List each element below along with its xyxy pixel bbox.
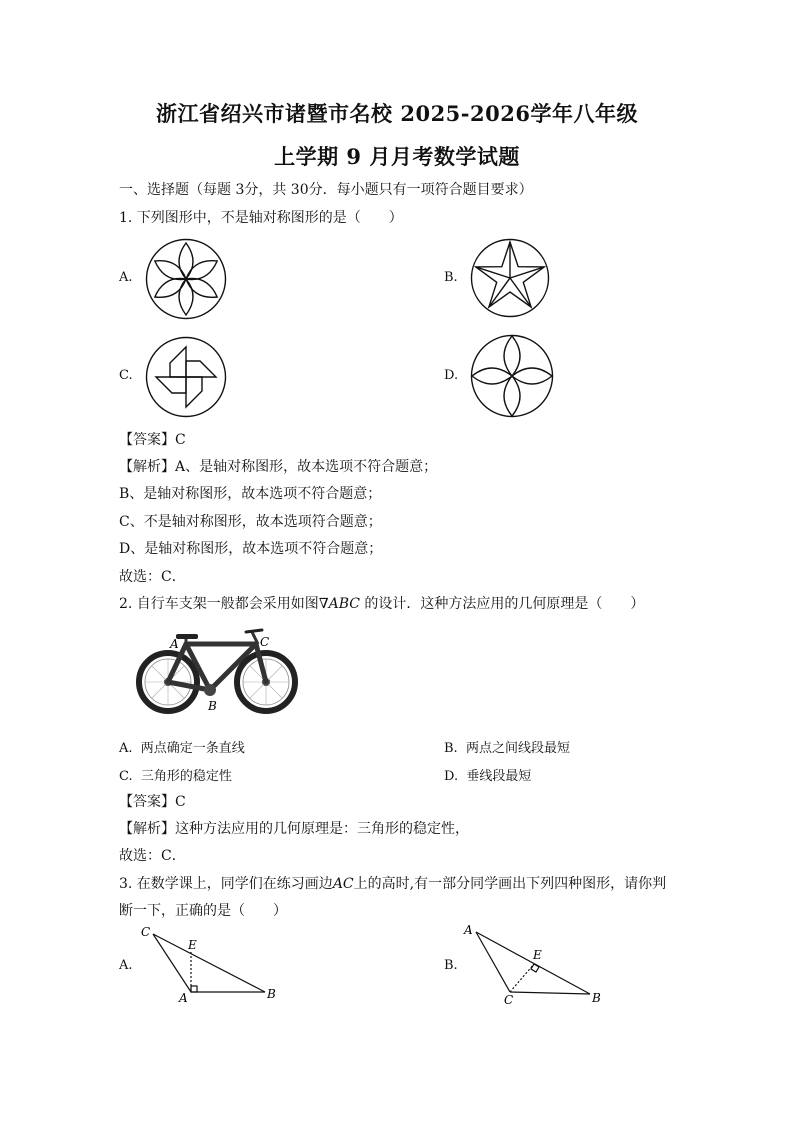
bicycle-image xyxy=(128,622,306,714)
q2-stem-math: ∇ABC xyxy=(318,596,360,612)
bicycle-label-b: B xyxy=(208,699,217,713)
figure-a-label-a: A xyxy=(179,991,188,1005)
q1-analysis-line: B、是轴对称图形，故本选项不符合题意； xyxy=(119,486,382,502)
pinwheel-circle-icon xyxy=(145,336,227,418)
q2-stem-post: 的设计．这种方法应用的几何原理是（ ） xyxy=(359,596,645,612)
q2-option-a xyxy=(119,737,245,756)
q1-answer: 【答案】C xyxy=(119,432,186,448)
figure-b-label-e: E xyxy=(533,948,542,962)
option-text: 垂线段最短 xyxy=(466,769,532,784)
page-title-line1: 浙江省绍兴市诸暨市名校 2025-2026学年八年级 xyxy=(156,101,638,126)
page-title-line2: 上学期 9 月月考数学试题 xyxy=(274,144,520,169)
star-circle-icon xyxy=(470,238,550,318)
q2-option-d xyxy=(444,765,531,784)
q1-analysis-line: C、不是轴对称图形，故本选项符合题意； xyxy=(119,514,382,530)
q2-analysis-line: 【解析】这种方法应用的几何原理是：三角形的稳定性， xyxy=(119,821,469,837)
q2-option-c xyxy=(119,765,232,784)
q2-analysis-line: 故选：C． xyxy=(119,848,186,864)
figure-a-label-e: E xyxy=(188,938,197,952)
question-3-stem-line2: 断一下，正确的是（ ） xyxy=(119,903,287,919)
question-1-stem: 1. 下列图形中，不是轴对称图形的是（ ） xyxy=(119,210,403,226)
question-2-stem xyxy=(119,593,644,613)
q2-answer: 【答案】C xyxy=(119,794,186,810)
triangle-figure-b xyxy=(460,922,610,1008)
bicycle-label-c: C xyxy=(260,635,270,649)
q1-analysis-line: 【解析】A、是轴对称图形，故本选项不符合题意； xyxy=(119,459,438,475)
q2-option-b xyxy=(444,737,570,756)
figure-b-label-b: B xyxy=(592,991,601,1005)
q1-analysis-line: 故选：C． xyxy=(119,569,186,585)
figure-a-label-b: B xyxy=(267,987,276,1001)
q3-option-a-letter: A. xyxy=(119,958,133,973)
section-heading: 一、选择题（每题 3分，共 30分．每小题只有一项符合题目要求） xyxy=(119,182,533,198)
triangle-figure-a xyxy=(135,922,285,1006)
option-letter: A. xyxy=(119,741,133,756)
q2-stem-pre: 2. 自行车支架一般都会采用如图 xyxy=(119,596,319,612)
flower-circle-icon xyxy=(145,238,227,320)
q1-option-a-letter: A. xyxy=(119,270,133,285)
option-letter: B. xyxy=(444,741,458,756)
bicycle-label-a: A xyxy=(170,637,179,651)
q1-analysis-line: D、是轴对称图形，故本选项不符合题意； xyxy=(119,541,383,557)
q3-stem-pre: 3. 在数学课上，同学们在练习画边 xyxy=(119,876,333,892)
q3-option-b-letter: B. xyxy=(444,958,458,973)
option-text: 三角形的稳定性 xyxy=(140,769,232,784)
four-petal-circle-icon xyxy=(470,334,554,418)
option-text: 两点之间线段最短 xyxy=(465,741,570,756)
q3-stem-math: AC xyxy=(332,876,354,892)
option-letter: C. xyxy=(119,769,133,784)
question-3-stem-line1 xyxy=(119,873,666,893)
q1-option-b-letter: B. xyxy=(444,270,458,285)
figure-b-label-c: C xyxy=(504,993,514,1007)
option-text: 两点确定一条直线 xyxy=(140,741,245,756)
q1-option-c-letter: C. xyxy=(119,368,133,383)
q3-stem-post: 上的高时,有一部分同学画出下列四种图形，请你判 xyxy=(353,876,667,892)
q1-option-d-letter: D. xyxy=(444,368,459,383)
figure-b-label-a: A xyxy=(464,923,473,937)
option-letter: D. xyxy=(444,769,459,784)
figure-a-label-c: C xyxy=(141,925,151,939)
